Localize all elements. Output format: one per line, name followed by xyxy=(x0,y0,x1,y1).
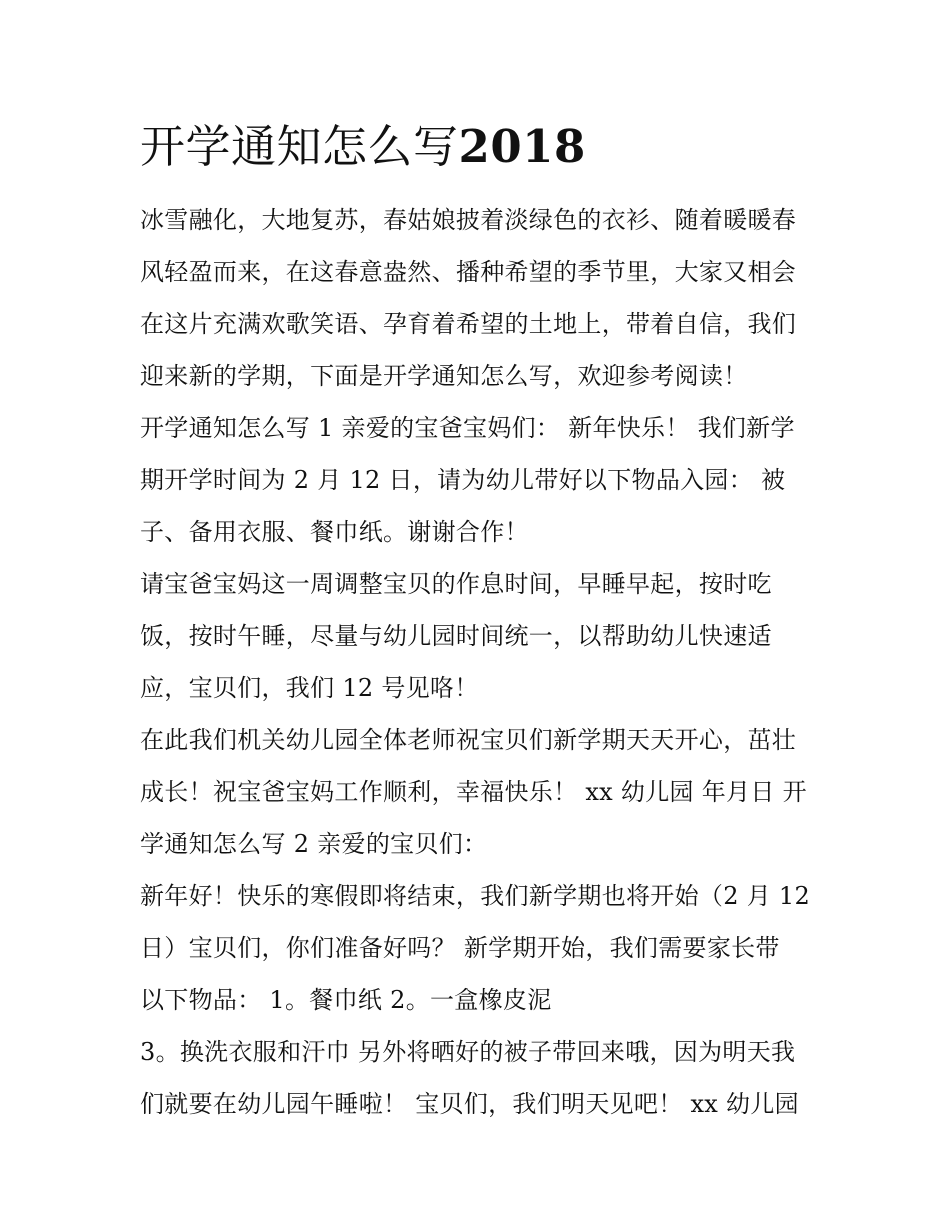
document-title xyxy=(140,118,586,176)
body-line: 冰雪融化，大地复苏，春姑娘披着淡绿色的衣衫、随着暖暖春 xyxy=(140,206,797,234)
body-line: 开学通知怎么写 1 亲爱的宝爸宝妈们： 新年快乐！ 我们新学 xyxy=(140,414,795,442)
body-line: 应，宝贝们，我们 12 号见咯！ xyxy=(140,674,479,702)
body-line: 以下物品： 1。餐巾纸 2。一盒橡皮泥 xyxy=(140,986,552,1014)
document-body xyxy=(140,194,830,1130)
body-line: 子、备用衣服、餐巾纸。谢谢合作！ xyxy=(140,518,529,546)
body-line: 新年好！快乐的寒假即将结束，我们新学期也将开始（2 月 12 xyxy=(140,882,811,910)
title-text: 开学通知怎么写 xyxy=(140,120,459,173)
body-line: 饭，按时午睡，尽量与幼儿园时间统一，以帮助幼儿快速适 xyxy=(140,622,772,650)
body-line: 日）宝贝们，你们准备好吗？ 新学期开始，我们需要家长带 xyxy=(140,934,780,962)
body-line: 在此我们机关幼儿园全体老师祝宝贝们新学期天天开心，茁壮 xyxy=(140,726,797,754)
body-line: 学通知怎么写 2 亲爱的宝贝们： xyxy=(140,830,488,858)
body-line: 风轻盈而来，在这春意盎然、播种希望的季节里，大家又相会 xyxy=(140,258,797,286)
body-line: 们就要在幼儿园午睡啦！ 宝贝们，我们明天见吧！ xx 幼儿园 xyxy=(140,1090,799,1118)
body-line: 成长！祝宝爸宝妈工作顺利，幸福快乐！ xx 幼儿园 年月日 开 xyxy=(140,778,807,806)
body-line: 在这片充满欢歌笑语、孕育着希望的土地上，带着自信，我们 xyxy=(140,310,797,338)
body-line: 3。换洗衣服和汗巾 另外将晒好的被子带回来哦，因为明天我 xyxy=(140,1038,796,1066)
title-year: 2018 xyxy=(458,120,586,173)
body-line: 迎来新的学期，下面是开学通知怎么写，欢迎参考阅读！ xyxy=(140,362,748,390)
body-line: 期开学时间为 2 月 12 日，请为幼儿带好以下物品入园： 被 xyxy=(140,466,786,494)
body-line: 请宝爸宝妈这一周调整宝贝的作息时间，早睡早起，按时吃 xyxy=(140,570,772,598)
